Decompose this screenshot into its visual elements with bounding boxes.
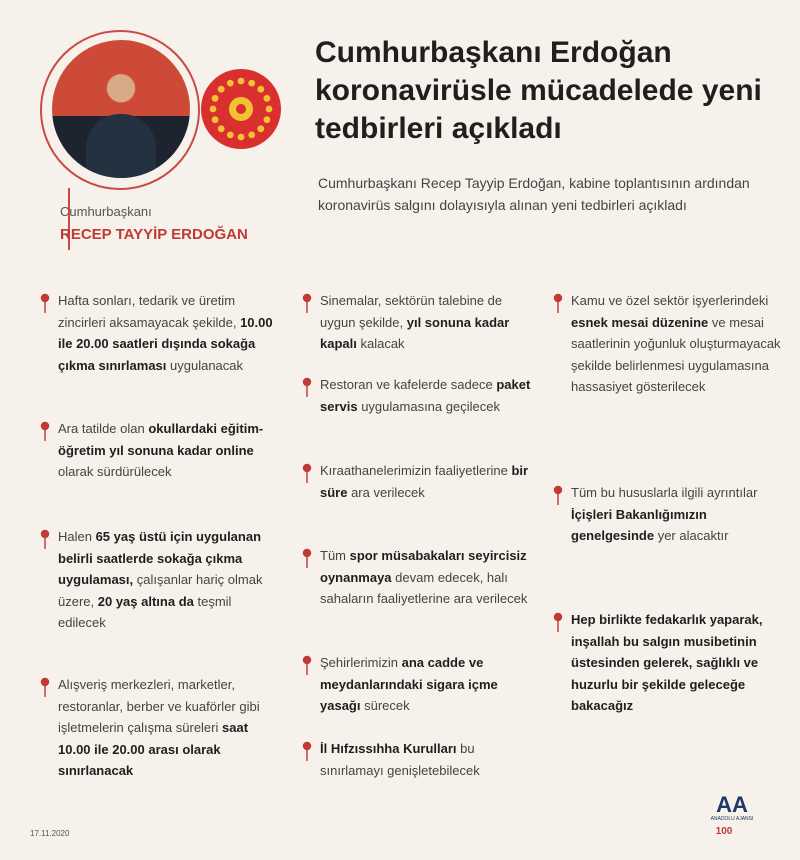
measure-item <box>571 609 789 717</box>
anadolu-agency-logo <box>700 790 764 840</box>
seal-star <box>227 80 234 87</box>
measure-text: uygulamasına geçilecek <box>357 398 500 414</box>
footer-date: 17.11.2020 <box>30 829 70 838</box>
seal-star <box>257 125 264 132</box>
measure-text: Restoran ve kafelerde sadece <box>320 377 497 392</box>
measure-text: teşmil edilecek <box>58 593 232 630</box>
measure-item <box>320 374 538 417</box>
measure-text: uygulanacak <box>166 357 244 373</box>
page-title: Cumhurbaşkanı Erdoğan koronavirüsle mücadelede yeni tedbirleri açıkladı <box>315 36 762 145</box>
map-pin-icon <box>40 421 50 448</box>
seal-star <box>248 132 255 139</box>
map-pin-icon <box>302 293 312 320</box>
measure-item <box>58 674 276 782</box>
measure-text-bold: paket servis <box>320 377 531 414</box>
map-pin-icon <box>302 655 312 682</box>
measure-text: Şehirlerimizin <box>320 655 402 670</box>
measure-text-bold: 65 yaş üstü için uygulanan belirli saatlerde sokağa çıkma uygulaması, <box>58 529 262 587</box>
measure-text: olarak sürdürülecek <box>58 464 172 479</box>
portrait-photo <box>52 40 190 178</box>
map-pin-icon <box>302 377 312 404</box>
measure-text: çalışanlar hariç olmak üzere, <box>58 572 263 609</box>
map-pin-icon <box>302 463 312 490</box>
measure-text-bold: okullardaki eğitim-öğretim yıl sonuna kadar online <box>58 421 264 458</box>
map-pin-icon <box>553 612 563 639</box>
map-pin-icon <box>40 677 50 704</box>
seal-star <box>266 106 273 113</box>
logo-letters: AA <box>716 792 748 817</box>
seal-star <box>248 80 255 87</box>
measure-text: ara verilecek <box>347 484 425 500</box>
seal-star <box>218 86 225 93</box>
measure-item <box>58 526 276 634</box>
seal-star <box>264 116 271 123</box>
measure-text: ve mesai saatlerinin yoğunluk oluşturmayacak şekilde belirlenmesi uygulamasına hassasiyet gösterilecek <box>571 314 781 394</box>
seal-star <box>218 125 225 132</box>
map-pin-icon <box>40 529 50 556</box>
measure-item <box>571 290 789 398</box>
measure-text: Tüm bu hususlarla ilgili ayrıntılar <box>571 485 758 500</box>
measure-text-bold: spor müsabakaları seyircisiz oynanmaya <box>320 548 527 585</box>
measure-text-bold: İçişleri Bakanlığımızın genelgesinde <box>571 506 707 543</box>
measure-text-bold: İl Hıfzıssıhha Kurulları <box>320 741 457 756</box>
measure-text-bold: yıl sonuna kadar kapalı <box>320 314 510 351</box>
measure-item <box>320 460 538 503</box>
map-pin-icon <box>553 485 563 512</box>
logo-anniversary: 100 <box>715 826 733 837</box>
map-pin-icon <box>302 548 312 575</box>
measure-text: Tüm <box>320 548 350 563</box>
seal-star <box>238 78 245 85</box>
map-pin-icon <box>553 293 563 320</box>
measure-text: kalacak <box>356 336 405 351</box>
logo-text: ANADOLU AJANSI <box>710 816 754 822</box>
map-pin-icon <box>40 293 50 320</box>
measure-text-bold: Hep birlikte fedakarlık yaparak, inşallah bu salgın musibetinin üstesinden gelerek, sağlıklı ve huzurlu bir şekilde geleceğe bakacağız <box>571 612 763 713</box>
measure-item <box>571 482 789 547</box>
measure-item <box>58 418 276 483</box>
measure-text: Ara tatilde olan <box>58 421 149 436</box>
portrait-name: RECEP TAYYİP ERDOĞAN <box>60 226 248 243</box>
measure-text: Hafta sonları, tedarik ve üretim zincirleri aksamayacak şekilde, <box>58 293 241 330</box>
measure-text: Alışveriş merkezleri, marketler, restoranlar, berber ve kuaförler gibi işletmelerin çalışma süreleri <box>58 677 260 735</box>
measure-text-bold: ana cadde ve meydanlarındaki sigara içme yasağı <box>320 655 498 713</box>
portrait-role: Cumhurbaşkanı <box>60 204 152 219</box>
measure-item <box>58 290 276 376</box>
measure-text: bu sınırlamayı genişletebilecek <box>320 741 480 778</box>
lead-paragraph: Cumhurbaşkanı Recep Tayyip Erdoğan, kabine toplantısının ardından koronavirüs salgını dolayısıyla alınan yeni tedbirleri açıkladı <box>318 175 750 213</box>
measure-text: Kıraathanelerimizin faaliyetlerine <box>320 463 512 478</box>
measure-item <box>320 290 538 355</box>
measure-item <box>320 545 538 610</box>
seal-star <box>210 106 217 113</box>
seal-star <box>257 86 264 93</box>
map-pin-icon <box>302 741 312 768</box>
measure-text-bold: 10.00 ile 20.00 saatleri dışında sokağa çıkma sınırlaması <box>58 314 273 373</box>
measure-text: devam edecek, halı sahaların faaliyetlerine ara verilecek <box>320 569 528 606</box>
measure-item <box>320 652 538 717</box>
measure-text: Halen <box>58 529 96 544</box>
measure-text: Sinemalar, sektörün talebine de uygun şekilde, <box>320 293 503 330</box>
measure-text: Kamu ve özel sektör işyerlerindeki <box>571 293 769 308</box>
seal-star <box>238 134 245 141</box>
measure-text: yer alacaktır <box>654 528 729 543</box>
measure-text: sürecek <box>360 698 410 713</box>
seal-star <box>212 116 219 123</box>
seal-star <box>264 95 271 102</box>
measure-item <box>320 738 538 781</box>
measure-text-bold: esnek mesai düzenine <box>571 314 709 330</box>
measure-text-bold: saat 10.00 ile 20.00 arası olarak sınırlanacak <box>58 720 249 778</box>
seal-star <box>212 95 219 102</box>
seal-star <box>227 132 234 139</box>
measure-text-bold: 20 yaş altına da <box>97 593 194 609</box>
presidential-seal-icon <box>201 69 281 149</box>
measure-text-bold: bir süre <box>320 463 529 500</box>
